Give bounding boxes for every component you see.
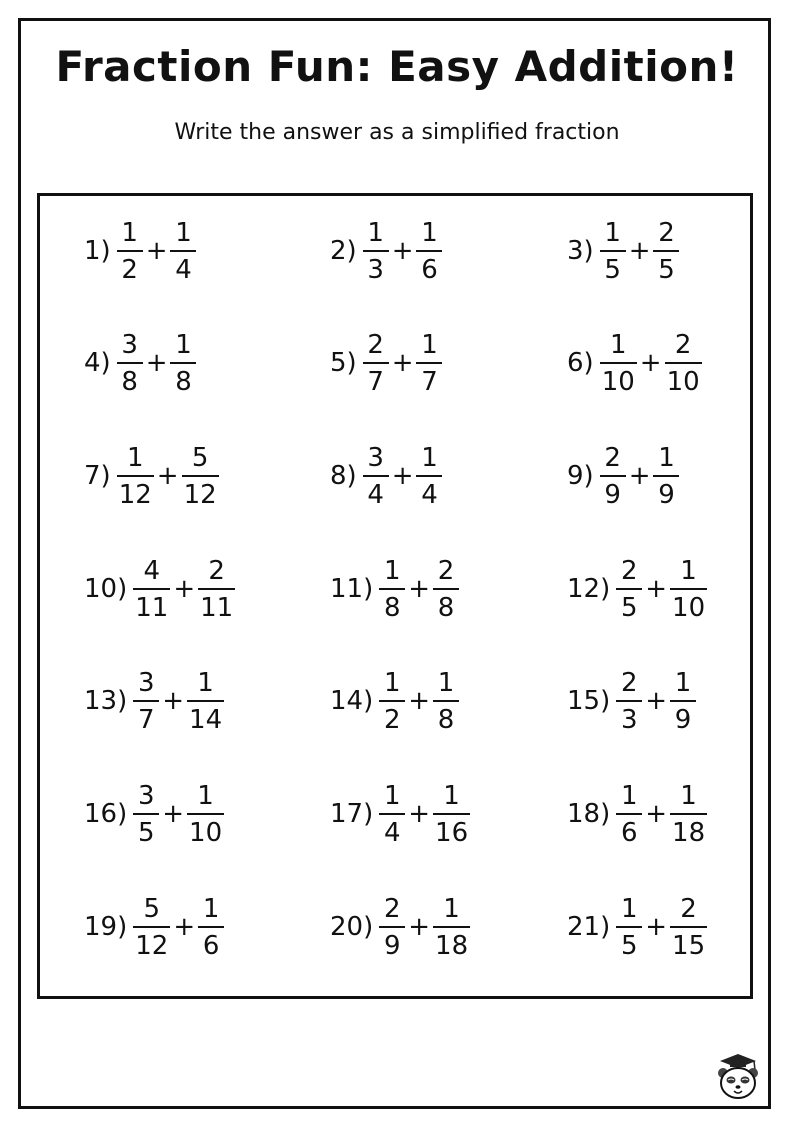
problem-number: 3) bbox=[567, 236, 594, 266]
problem-number: 12) bbox=[567, 574, 611, 604]
denominator: 6 bbox=[616, 813, 642, 846]
problem-item bbox=[330, 661, 459, 741]
denominator: 3 bbox=[363, 250, 389, 283]
fraction bbox=[616, 893, 642, 961]
plus-sign: + bbox=[145, 348, 168, 378]
problem-item bbox=[84, 661, 224, 741]
problem-number: 13) bbox=[84, 686, 128, 716]
denominator: 18 bbox=[433, 926, 470, 959]
problem-item bbox=[84, 887, 224, 967]
worksheet-title: Fraction Fun: Easy Addition! bbox=[55, 42, 739, 91]
fraction bbox=[616, 780, 642, 848]
plus-sign: + bbox=[156, 461, 179, 491]
numerator: 2 bbox=[208, 555, 225, 586]
numerator: 1 bbox=[421, 217, 438, 248]
denominator: 10 bbox=[187, 813, 224, 846]
denominator: 5 bbox=[616, 588, 642, 621]
denominator: 8 bbox=[433, 700, 459, 733]
fraction bbox=[433, 555, 459, 623]
denominator: 8 bbox=[117, 362, 143, 395]
numerator: 4 bbox=[143, 555, 161, 586]
numerator: 1 bbox=[197, 667, 214, 698]
plus-sign: + bbox=[645, 686, 668, 716]
problem-item bbox=[330, 774, 470, 854]
numerator: 2 bbox=[367, 329, 384, 360]
numerator: 1 bbox=[202, 893, 220, 924]
numerator: 2 bbox=[674, 329, 692, 360]
plus-sign: + bbox=[628, 236, 651, 266]
problem-number: 10) bbox=[84, 574, 128, 604]
numerator: 1 bbox=[443, 893, 460, 924]
fraction bbox=[665, 329, 702, 397]
numerator: 2 bbox=[620, 555, 638, 586]
fraction bbox=[616, 555, 642, 623]
numerator: 2 bbox=[437, 555, 455, 586]
fraction bbox=[670, 780, 707, 848]
numerator: 1 bbox=[421, 329, 438, 360]
denominator: 5 bbox=[653, 250, 679, 283]
fraction bbox=[600, 329, 637, 397]
denominator: 11 bbox=[198, 588, 235, 621]
numerator: 2 bbox=[680, 893, 697, 924]
denominator: 12 bbox=[133, 926, 170, 959]
fraction bbox=[670, 555, 707, 623]
denominator: 2 bbox=[379, 700, 405, 733]
denominator: 4 bbox=[170, 250, 196, 283]
numerator: 1 bbox=[437, 667, 455, 698]
fraction bbox=[133, 667, 159, 735]
panda-graduate-icon bbox=[716, 1053, 760, 1101]
numerator: 3 bbox=[137, 667, 155, 698]
fraction bbox=[363, 442, 389, 510]
numerator: 2 bbox=[604, 442, 621, 473]
problem-item bbox=[567, 887, 707, 967]
problem-item bbox=[567, 549, 707, 629]
plus-sign: + bbox=[391, 348, 414, 378]
problem-item bbox=[84, 323, 196, 403]
denominator: 8 bbox=[170, 362, 196, 395]
numerator: 5 bbox=[143, 893, 161, 924]
fraction bbox=[117, 442, 154, 510]
problem-item bbox=[330, 887, 470, 967]
numerator: 1 bbox=[175, 217, 192, 248]
denominator: 2 bbox=[117, 250, 143, 283]
denominator: 5 bbox=[133, 813, 159, 846]
problem-number: 8) bbox=[330, 461, 357, 491]
fraction bbox=[433, 667, 459, 735]
fraction bbox=[363, 217, 389, 285]
problem-item bbox=[567, 774, 707, 854]
numerator: 5 bbox=[191, 442, 209, 473]
problem-item bbox=[567, 661, 696, 741]
problem-number: 5) bbox=[330, 348, 357, 378]
problem-number: 16) bbox=[84, 799, 128, 829]
denominator: 9 bbox=[379, 926, 405, 959]
numerator: 1 bbox=[383, 667, 401, 698]
denominator: 8 bbox=[433, 588, 459, 621]
fraction bbox=[170, 217, 196, 285]
plus-sign: + bbox=[145, 236, 168, 266]
fraction bbox=[133, 893, 170, 961]
problem-number: 15) bbox=[567, 686, 611, 716]
denominator: 12 bbox=[182, 475, 219, 508]
problem-number: 19) bbox=[84, 912, 128, 942]
fraction bbox=[363, 329, 389, 397]
numerator: 3 bbox=[121, 329, 138, 360]
fraction bbox=[433, 893, 470, 961]
numerator: 2 bbox=[658, 217, 675, 248]
denominator: 9 bbox=[600, 475, 626, 508]
denominator: 7 bbox=[133, 700, 159, 733]
fraction bbox=[133, 555, 170, 623]
problems-box bbox=[37, 193, 753, 999]
problem-item bbox=[84, 774, 224, 854]
fraction bbox=[170, 329, 196, 397]
denominator: 5 bbox=[600, 250, 626, 283]
numerator: 1 bbox=[674, 667, 692, 698]
fraction bbox=[670, 893, 707, 961]
denominator: 4 bbox=[379, 813, 405, 846]
plus-sign: + bbox=[645, 574, 668, 604]
fraction bbox=[182, 442, 219, 510]
plus-sign: + bbox=[391, 461, 414, 491]
problem-number: 4) bbox=[84, 348, 111, 378]
denominator: 15 bbox=[670, 926, 707, 959]
fraction bbox=[416, 217, 442, 285]
problem-number: 1) bbox=[84, 236, 111, 266]
problem-item bbox=[330, 211, 442, 291]
numerator: 1 bbox=[620, 780, 638, 811]
problem-number: 18) bbox=[567, 799, 611, 829]
denominator: 10 bbox=[670, 588, 707, 621]
problem-item bbox=[330, 323, 442, 403]
denominator: 16 bbox=[433, 813, 470, 846]
denominator: 11 bbox=[133, 588, 170, 621]
fraction bbox=[133, 780, 159, 848]
denominator: 7 bbox=[416, 362, 442, 395]
denominator: 14 bbox=[187, 700, 224, 733]
plus-sign: + bbox=[173, 912, 196, 942]
numerator: 1 bbox=[620, 893, 638, 924]
denominator: 9 bbox=[670, 700, 696, 733]
denominator: 4 bbox=[416, 475, 442, 508]
problem-number: 14) bbox=[330, 686, 374, 716]
problem-number: 2) bbox=[330, 236, 357, 266]
fraction bbox=[379, 555, 405, 623]
fraction bbox=[379, 780, 405, 848]
fraction bbox=[616, 667, 642, 735]
fraction bbox=[117, 329, 143, 397]
fraction bbox=[600, 442, 626, 510]
numerator: 1 bbox=[604, 217, 621, 248]
numerator: 1 bbox=[680, 555, 697, 586]
worksheet-instructions: Write the answer as a simplified fraction bbox=[174, 120, 620, 145]
plus-sign: + bbox=[645, 799, 668, 829]
problem-number: 11) bbox=[330, 574, 374, 604]
problem-number: 7) bbox=[84, 461, 111, 491]
fraction bbox=[198, 893, 224, 961]
numerator: 1 bbox=[680, 780, 697, 811]
numerator: 1 bbox=[126, 442, 144, 473]
numerator: 1 bbox=[383, 555, 401, 586]
plus-sign: + bbox=[162, 686, 185, 716]
problem-number: 17) bbox=[330, 799, 374, 829]
denominator: 8 bbox=[379, 588, 405, 621]
plus-sign: + bbox=[639, 348, 662, 378]
denominator: 10 bbox=[600, 362, 637, 395]
fraction bbox=[117, 217, 143, 285]
problem-number: 21) bbox=[567, 912, 611, 942]
problem-item bbox=[330, 436, 442, 516]
fraction bbox=[187, 780, 224, 848]
problem-item bbox=[84, 549, 235, 629]
plus-sign: + bbox=[408, 574, 431, 604]
plus-sign: + bbox=[391, 236, 414, 266]
problem-number: 9) bbox=[567, 461, 594, 491]
numerator: 3 bbox=[367, 442, 384, 473]
plus-sign: + bbox=[628, 461, 651, 491]
fraction bbox=[416, 442, 442, 510]
problem-number: 20) bbox=[330, 912, 374, 942]
denominator: 4 bbox=[363, 475, 389, 508]
numerator: 1 bbox=[367, 217, 384, 248]
plus-sign: + bbox=[408, 799, 431, 829]
plus-sign: + bbox=[162, 799, 185, 829]
fraction bbox=[187, 667, 224, 735]
denominator: 9 bbox=[653, 475, 679, 508]
fraction bbox=[416, 329, 442, 397]
fraction bbox=[379, 893, 405, 961]
problem-item bbox=[567, 211, 679, 291]
numerator: 1 bbox=[658, 442, 675, 473]
numerator: 1 bbox=[443, 780, 460, 811]
numerator: 1 bbox=[421, 442, 438, 473]
plus-sign: + bbox=[408, 686, 431, 716]
problem-item bbox=[330, 549, 459, 629]
problem-item bbox=[567, 323, 702, 403]
denominator: 10 bbox=[665, 362, 702, 395]
denominator: 6 bbox=[198, 926, 224, 959]
denominator: 6 bbox=[416, 250, 442, 283]
numerator: 2 bbox=[620, 667, 638, 698]
fraction bbox=[653, 442, 679, 510]
plus-sign: + bbox=[645, 912, 668, 942]
fraction bbox=[653, 217, 679, 285]
problem-item bbox=[84, 436, 219, 516]
denominator: 18 bbox=[670, 813, 707, 846]
fraction bbox=[433, 780, 470, 848]
fraction bbox=[379, 667, 405, 735]
numerator: 1 bbox=[609, 329, 627, 360]
numerator: 3 bbox=[137, 780, 155, 811]
fraction bbox=[670, 667, 696, 735]
denominator: 5 bbox=[616, 926, 642, 959]
denominator: 7 bbox=[363, 362, 389, 395]
numerator: 1 bbox=[383, 780, 401, 811]
numerator: 1 bbox=[121, 217, 138, 248]
numerator: 1 bbox=[197, 780, 214, 811]
denominator: 12 bbox=[117, 475, 154, 508]
numerator: 1 bbox=[175, 329, 192, 360]
problem-item bbox=[84, 211, 196, 291]
plus-sign: + bbox=[173, 574, 196, 604]
fraction bbox=[600, 217, 626, 285]
denominator: 3 bbox=[616, 700, 642, 733]
problem-item bbox=[567, 436, 679, 516]
problem-number: 6) bbox=[567, 348, 594, 378]
numerator: 2 bbox=[383, 893, 401, 924]
plus-sign: + bbox=[408, 912, 431, 942]
fraction bbox=[198, 555, 235, 623]
